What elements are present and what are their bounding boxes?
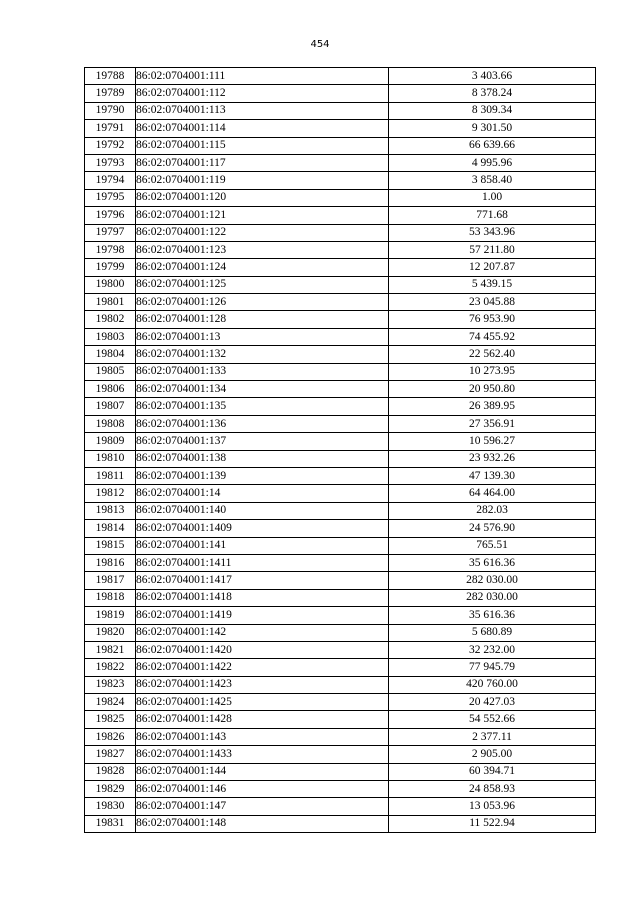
table-row (85, 433, 596, 450)
cadastral-number-cell: 86:02:0704001:132 (136, 346, 389, 363)
cadastral-number-cell: 86:02:0704001:111 (136, 68, 389, 85)
row-number-cell: 19794 (85, 172, 136, 189)
row-number-cell: 19813 (85, 502, 136, 519)
table-row (85, 172, 596, 189)
row-number-cell: 19803 (85, 328, 136, 345)
cadastral-number-cell: 86:02:0704001:143 (136, 728, 389, 745)
table-row (85, 328, 596, 345)
row-number-cell: 19815 (85, 537, 136, 554)
row-number-cell: 19788 (85, 68, 136, 85)
value-cell: 5 680.89 (389, 624, 596, 641)
value-cell: 771.68 (389, 207, 596, 224)
value-cell: 76 953.90 (389, 311, 596, 328)
row-number-cell: 19799 (85, 259, 136, 276)
table-row (85, 485, 596, 502)
value-cell: 1.00 (389, 189, 596, 206)
value-cell: 10 596.27 (389, 433, 596, 450)
table-row (85, 415, 596, 432)
table-row (85, 520, 596, 537)
value-cell: 282.03 (389, 502, 596, 519)
cadastral-number-cell: 86:02:0704001:121 (136, 207, 389, 224)
value-cell: 35 616.36 (389, 554, 596, 571)
value-cell: 27 356.91 (389, 415, 596, 432)
cadastral-number-cell: 86:02:0704001:1428 (136, 711, 389, 728)
value-cell: 8 378.24 (389, 85, 596, 102)
table-row (85, 502, 596, 519)
value-cell: 2 377.11 (389, 728, 596, 745)
row-number-cell: 19806 (85, 381, 136, 398)
cadastral-number-cell: 86:02:0704001:135 (136, 398, 389, 415)
value-cell: 10 273.95 (389, 363, 596, 380)
table-row (85, 798, 596, 815)
cadastral-number-cell: 86:02:0704001:117 (136, 154, 389, 171)
value-cell: 12 207.87 (389, 259, 596, 276)
row-number-cell: 19812 (85, 485, 136, 502)
cadastral-value-table (84, 67, 596, 833)
value-cell: 60 394.71 (389, 763, 596, 780)
cadastral-number-cell: 86:02:0704001:141 (136, 537, 389, 554)
row-number-cell: 19826 (85, 728, 136, 745)
row-number-cell: 19804 (85, 346, 136, 363)
value-cell: 54 552.66 (389, 711, 596, 728)
value-cell: 26 389.95 (389, 398, 596, 415)
row-number-cell: 19825 (85, 711, 136, 728)
cadastral-number-cell: 86:02:0704001:112 (136, 85, 389, 102)
value-cell: 77 945.79 (389, 659, 596, 676)
cadastral-number-cell: 86:02:0704001:1420 (136, 641, 389, 658)
cadastral-number-cell: 86:02:0704001:134 (136, 381, 389, 398)
cadastral-number-cell: 86:02:0704001:123 (136, 241, 389, 258)
row-number-cell: 19796 (85, 207, 136, 224)
value-cell: 24 576.90 (389, 520, 596, 537)
value-cell: 765.51 (389, 537, 596, 554)
cadastral-number-cell: 86:02:0704001:119 (136, 172, 389, 189)
row-number-cell: 19807 (85, 398, 136, 415)
value-cell: 20 427.03 (389, 694, 596, 711)
cadastral-number-cell: 86:02:0704001:144 (136, 763, 389, 780)
value-cell: 13 053.96 (389, 798, 596, 815)
table-row (85, 311, 596, 328)
table-row (85, 381, 596, 398)
cadastral-number-cell: 86:02:0704001:146 (136, 781, 389, 798)
cadastral-number-cell: 86:02:0704001:114 (136, 120, 389, 137)
table-row (85, 224, 596, 241)
row-number-cell: 19827 (85, 746, 136, 763)
value-cell: 23 045.88 (389, 294, 596, 311)
cadastral-number-cell: 86:02:0704001:138 (136, 450, 389, 467)
table-row (85, 154, 596, 171)
row-number-cell: 19798 (85, 241, 136, 258)
value-cell: 53 343.96 (389, 224, 596, 241)
cadastral-number-cell: 86:02:0704001:120 (136, 189, 389, 206)
row-number-cell: 19822 (85, 659, 136, 676)
table-row (85, 120, 596, 137)
table-row (85, 537, 596, 554)
value-cell: 420 760.00 (389, 676, 596, 693)
table-row (85, 68, 596, 85)
table-row (85, 746, 596, 763)
value-cell: 282 030.00 (389, 589, 596, 606)
table-row (85, 189, 596, 206)
table-row (85, 694, 596, 711)
table-row (85, 241, 596, 258)
row-number-cell: 19805 (85, 363, 136, 380)
value-cell: 32 232.00 (389, 641, 596, 658)
table-row (85, 276, 596, 293)
cadastral-number-cell: 86:02:0704001:1417 (136, 572, 389, 589)
cadastral-number-cell: 86:02:0704001:122 (136, 224, 389, 241)
value-cell: 282 030.00 (389, 572, 596, 589)
row-number-cell: 19817 (85, 572, 136, 589)
table-row (85, 572, 596, 589)
row-number-cell: 19797 (85, 224, 136, 241)
table-row (85, 641, 596, 658)
table-row (85, 589, 596, 606)
cadastral-number-cell: 86:02:0704001:1419 (136, 607, 389, 624)
value-cell: 2 905.00 (389, 746, 596, 763)
value-cell: 3 858.40 (389, 172, 596, 189)
table-row (85, 659, 596, 676)
row-number-cell: 19808 (85, 415, 136, 432)
table-row (85, 294, 596, 311)
table-row (85, 398, 596, 415)
table-row (85, 102, 596, 119)
value-cell: 35 616.36 (389, 607, 596, 624)
value-cell: 9 301.50 (389, 120, 596, 137)
cadastral-number-cell: 86:02:0704001:139 (136, 467, 389, 484)
page-number: 454 (310, 39, 330, 50)
row-number-cell: 19802 (85, 311, 136, 328)
cadastral-number-cell: 86:02:0704001:1433 (136, 746, 389, 763)
table-row (85, 450, 596, 467)
row-number-cell: 19811 (85, 467, 136, 484)
cadastral-number-cell: 86:02:0704001:140 (136, 502, 389, 519)
cadastral-number-cell: 86:02:0704001:1422 (136, 659, 389, 676)
table-row (85, 467, 596, 484)
cadastral-number-cell: 86:02:0704001:115 (136, 137, 389, 154)
value-cell: 8 309.34 (389, 102, 596, 119)
table-row (85, 363, 596, 380)
cadastral-number-cell: 86:02:0704001:124 (136, 259, 389, 276)
value-cell: 22 562.40 (389, 346, 596, 363)
row-number-cell: 19824 (85, 694, 136, 711)
row-number-cell: 19790 (85, 102, 136, 119)
row-number-cell: 19818 (85, 589, 136, 606)
cadastral-number-cell: 86:02:0704001:1418 (136, 589, 389, 606)
table-row (85, 763, 596, 780)
cadastral-number-cell: 86:02:0704001:113 (136, 102, 389, 119)
table-body (85, 68, 596, 833)
cadastral-number-cell: 86:02:0704001:1411 (136, 554, 389, 571)
table-row (85, 815, 596, 832)
value-cell: 4 995.96 (389, 154, 596, 171)
value-cell: 64 464.00 (389, 485, 596, 502)
table-row (85, 781, 596, 798)
table-row (85, 346, 596, 363)
table-row (85, 624, 596, 641)
table-row (85, 207, 596, 224)
row-number-cell: 19829 (85, 781, 136, 798)
value-cell: 20 950.80 (389, 381, 596, 398)
row-number-cell: 19828 (85, 763, 136, 780)
value-cell: 74 455.92 (389, 328, 596, 345)
row-number-cell: 19820 (85, 624, 136, 641)
cadastral-number-cell: 86:02:0704001:1423 (136, 676, 389, 693)
row-number-cell: 19793 (85, 154, 136, 171)
row-number-cell: 19801 (85, 294, 136, 311)
cadastral-number-cell: 86:02:0704001:148 (136, 815, 389, 832)
value-cell: 11 522.94 (389, 815, 596, 832)
cadastral-number-cell: 86:02:0704001:13 (136, 328, 389, 345)
table-row (85, 259, 596, 276)
cadastral-number-cell: 86:02:0704001:125 (136, 276, 389, 293)
table-row (85, 137, 596, 154)
cadastral-number-cell: 86:02:0704001:137 (136, 433, 389, 450)
cadastral-number-cell: 86:02:0704001:126 (136, 294, 389, 311)
table-row (85, 676, 596, 693)
table-row (85, 711, 596, 728)
row-number-cell: 19795 (85, 189, 136, 206)
table-row (85, 85, 596, 102)
row-number-cell: 19819 (85, 607, 136, 624)
cadastral-number-cell: 86:02:0704001:128 (136, 311, 389, 328)
value-cell: 24 858.93 (389, 781, 596, 798)
row-number-cell: 19809 (85, 433, 136, 450)
table-row (85, 728, 596, 745)
row-number-cell: 19816 (85, 554, 136, 571)
row-number-cell: 19789 (85, 85, 136, 102)
row-number-cell: 19821 (85, 641, 136, 658)
table-row (85, 554, 596, 571)
value-cell: 57 211.80 (389, 241, 596, 258)
row-number-cell: 19800 (85, 276, 136, 293)
cadastral-number-cell: 86:02:0704001:133 (136, 363, 389, 380)
row-number-cell: 19831 (85, 815, 136, 832)
row-number-cell: 19830 (85, 798, 136, 815)
cadastral-number-cell: 86:02:0704001:1409 (136, 520, 389, 537)
cadastral-number-cell: 86:02:0704001:147 (136, 798, 389, 815)
row-number-cell: 19814 (85, 520, 136, 537)
cadastral-number-cell: 86:02:0704001:1425 (136, 694, 389, 711)
value-cell: 23 932.26 (389, 450, 596, 467)
value-cell: 3 403.66 (389, 68, 596, 85)
value-cell: 47 139.30 (389, 467, 596, 484)
row-number-cell: 19791 (85, 120, 136, 137)
row-number-cell: 19823 (85, 676, 136, 693)
row-number-cell: 19792 (85, 137, 136, 154)
cadastral-number-cell: 86:02:0704001:14 (136, 485, 389, 502)
cadastral-number-cell: 86:02:0704001:136 (136, 415, 389, 432)
value-cell: 66 639.66 (389, 137, 596, 154)
cadastral-number-cell: 86:02:0704001:142 (136, 624, 389, 641)
table-row (85, 607, 596, 624)
value-cell: 5 439.15 (389, 276, 596, 293)
row-number-cell: 19810 (85, 450, 136, 467)
